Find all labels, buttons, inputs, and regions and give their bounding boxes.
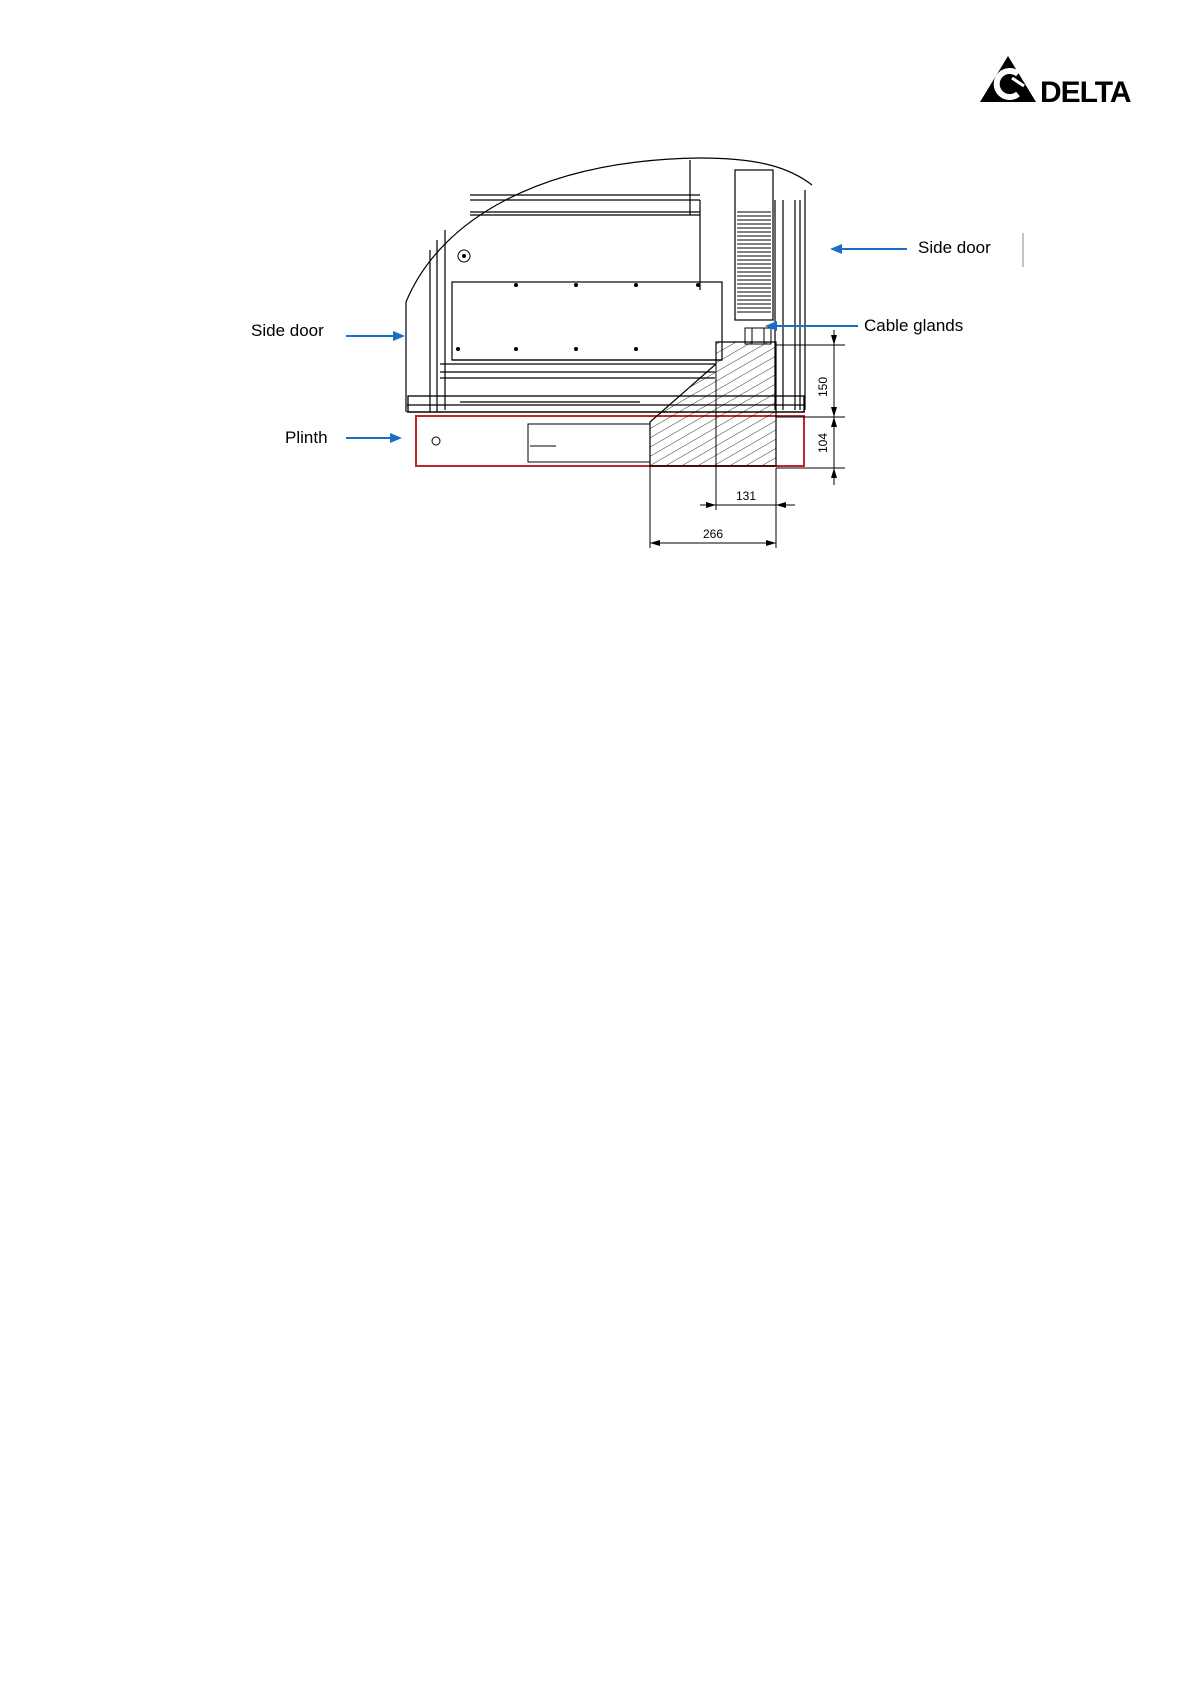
svg-text:DELTA: DELTA (1040, 76, 1131, 104)
plinth-label: Plinth (285, 428, 328, 447)
cable-glands-label: Cable glands (864, 316, 964, 335)
panel-screws (456, 250, 700, 351)
dim-266-label: 266 (702, 527, 724, 541)
dim-131-label: 131 (735, 489, 757, 503)
side-door-right-label: Side door (918, 238, 991, 257)
vent-grille (737, 212, 771, 312)
side-door-left-label: Side door (251, 321, 324, 340)
dim-150-label: 150 (816, 376, 830, 398)
dim-104-label: 104 (816, 432, 830, 454)
plinth-details (432, 424, 650, 462)
